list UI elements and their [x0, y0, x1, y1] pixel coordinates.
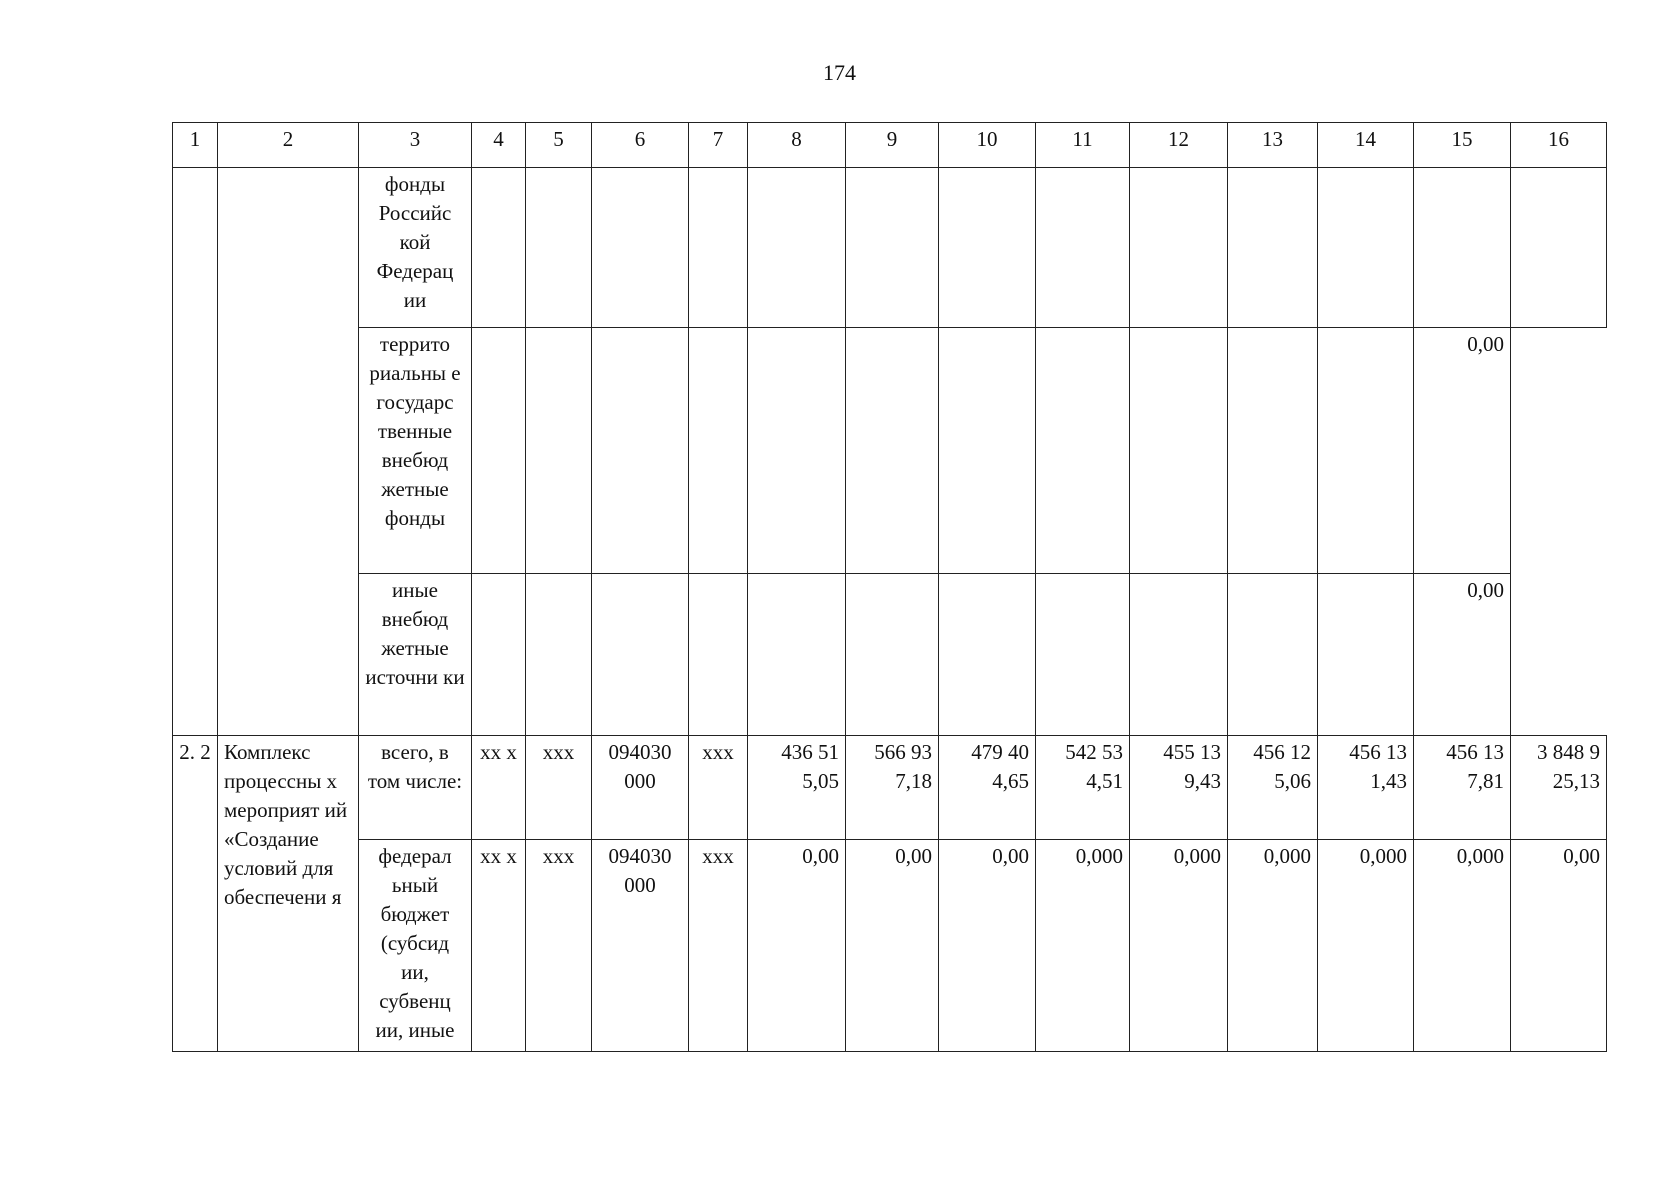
table-cell: иные внебюд жетные источни ки — [359, 574, 472, 736]
table-cell: 479 40 4,65 — [939, 736, 1036, 840]
table-cell — [173, 168, 218, 736]
table-cell — [748, 328, 846, 574]
table-cell — [1318, 574, 1414, 736]
table-cell — [218, 168, 359, 736]
table-cell: 0,00 — [846, 840, 939, 1052]
table-cell: 456 13 7,81 — [1414, 736, 1511, 840]
table-cell: 0,000 — [1130, 840, 1228, 1052]
table-cell — [1130, 168, 1228, 328]
header-row — [173, 123, 1607, 168]
table-cell: 0,000 — [1414, 840, 1511, 1052]
table-cell: Комплекс процессны х мероприят ий «Создание условий для обеспечени я — [218, 736, 359, 1052]
table-cell — [1036, 168, 1130, 328]
table-cell: 094030 000 — [592, 840, 689, 1052]
header-cell: 8 — [748, 123, 846, 168]
table-cell: 0,00 — [1414, 328, 1511, 574]
header-cell: 16 — [1511, 123, 1607, 168]
header-cell: 3 — [359, 123, 472, 168]
table-cell: федерал ьный бюджет (субсид ии, субвенц ии, иные — [359, 840, 472, 1052]
table-cell — [689, 168, 748, 328]
header-cell: 15 — [1414, 123, 1511, 168]
table-cell — [748, 168, 846, 328]
header-cell: 7 — [689, 123, 748, 168]
table-cell: 0,00 — [748, 840, 846, 1052]
table-cell: ххх — [689, 840, 748, 1052]
table-cell — [592, 328, 689, 574]
table-cell — [1318, 168, 1414, 328]
table-cell — [939, 168, 1036, 328]
header-cell: 5 — [526, 123, 592, 168]
table-cell: 456 13 1,43 — [1318, 736, 1414, 840]
table-cell — [748, 574, 846, 736]
table-cell: 0,000 — [1036, 840, 1130, 1052]
table-cell: 0,00 — [1511, 840, 1607, 1052]
header-cell: 6 — [592, 123, 689, 168]
table-cell: 0,000 — [1228, 840, 1318, 1052]
table-cell — [526, 574, 592, 736]
table-cell — [1228, 168, 1318, 328]
table-cell — [846, 168, 939, 328]
table-cell — [689, 574, 748, 736]
table-cell — [689, 328, 748, 574]
table-cell: 436 51 5,05 — [748, 736, 846, 840]
header-cell: 2 — [218, 123, 359, 168]
header-cell: 10 — [939, 123, 1036, 168]
table-cell: 566 93 7,18 — [846, 736, 939, 840]
table-cell: 2. 2 — [173, 736, 218, 1052]
table-row — [173, 736, 1607, 840]
table-cell — [846, 328, 939, 574]
header-cell: 11 — [1036, 123, 1130, 168]
table-cell: фонды Российс кой Федерац ии — [359, 168, 472, 328]
table-row — [173, 168, 1607, 328]
header-cell: 13 — [1228, 123, 1318, 168]
table-row — [173, 328, 1607, 574]
table-cell: 455 13 9,43 — [1130, 736, 1228, 840]
table-cell — [472, 168, 526, 328]
table-cell — [846, 574, 939, 736]
table-cell — [526, 328, 592, 574]
table-cell — [1318, 328, 1414, 574]
table-cell — [939, 328, 1036, 574]
table-cell — [1414, 168, 1511, 328]
table-cell — [1130, 574, 1228, 736]
table-cell — [1036, 574, 1130, 736]
table-cell: террито риальны е государс твенные внебюд жетные фонды — [359, 328, 472, 574]
page-number: 174 — [823, 60, 856, 85]
table-cell — [472, 574, 526, 736]
table-cell — [1130, 328, 1228, 574]
table-row — [173, 840, 1607, 1052]
table-cell — [1228, 328, 1318, 574]
header-cell: 14 — [1318, 123, 1414, 168]
table-cell — [1511, 168, 1607, 328]
table-cell: ххх — [689, 736, 748, 840]
table-cell: хх х — [472, 840, 526, 1052]
table-cell: 456 12 5,06 — [1228, 736, 1318, 840]
header-cell: 9 — [846, 123, 939, 168]
table-cell: 0,000 — [1318, 840, 1414, 1052]
budget-table — [172, 122, 1607, 1052]
header-cell: 4 — [472, 123, 526, 168]
table-row — [173, 574, 1607, 736]
table-cell: 0,00 — [1414, 574, 1511, 736]
table-cell: ххх — [526, 840, 592, 1052]
header-cell: 12 — [1130, 123, 1228, 168]
table-cell: хх х — [472, 736, 526, 840]
table-cell — [939, 574, 1036, 736]
table-cell — [526, 168, 592, 328]
table-cell: 094030 000 — [592, 736, 689, 840]
table-cell — [1036, 328, 1130, 574]
table-cell — [472, 328, 526, 574]
table-cell — [592, 574, 689, 736]
header-cell: 1 — [173, 123, 218, 168]
table-cell: 0,00 — [939, 840, 1036, 1052]
table-cell: 3 848 9 25,13 — [1511, 736, 1607, 840]
table-cell — [592, 168, 689, 328]
table-cell: ххх — [526, 736, 592, 840]
table-cell: 542 53 4,51 — [1036, 736, 1130, 840]
table-cell — [1228, 574, 1318, 736]
table-cell: всего, в том числе: — [359, 736, 472, 840]
